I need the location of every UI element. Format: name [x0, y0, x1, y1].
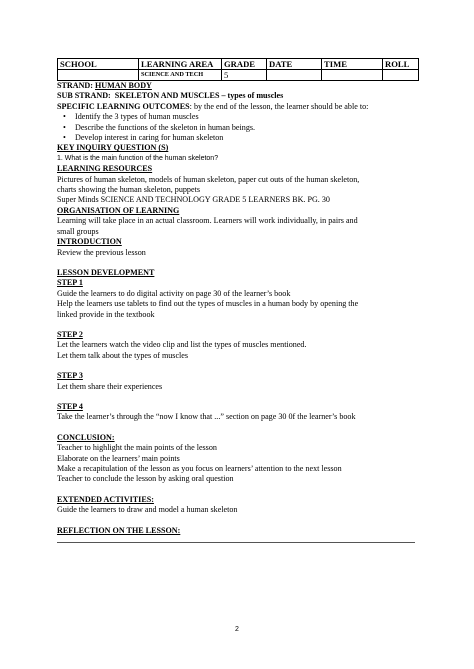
learning-area-header: LEARNING AREA [139, 59, 222, 70]
strand-value: HUMAN BODY [95, 81, 152, 90]
roll-value [383, 70, 419, 81]
step-text: linked provide in the textbook [57, 309, 155, 319]
step-title: STEP 1 [57, 278, 83, 288]
outcome-item: • Describe the functions of the skeleton in human beings. [63, 122, 256, 132]
sub-strand-value: SKELETON AND MUSCLES – types of muscles [114, 91, 284, 101]
sub-strand-label: SUB STRAND: [57, 91, 111, 101]
header-row [58, 59, 419, 70]
organisation-text: small groups [57, 226, 99, 236]
step-title: STEP 3 [57, 371, 83, 381]
outcome-item: • Identify the 3 types of human muscles [63, 112, 199, 122]
learning-area-value: SCIENCE AND TECH [139, 70, 222, 81]
lesson-content [57, 81, 419, 543]
resources-text: Super Minds SCIENCE AND TECHNOLOGY GRADE 5 LEARNERS BK. PG. 30 [57, 195, 330, 205]
conclusion-text: Make a recapitulation of the lesson as you focus on learners’ attention to the next lesson [57, 464, 342, 473]
key-inquiry-question: 1. What is the main function of the human skeleton? [57, 154, 219, 162]
time-value [322, 70, 383, 81]
step-title: STEP 4 [57, 401, 83, 411]
step-text: Let the learners watch the video clip and list the types of muscles mentioned. [57, 340, 307, 350]
organisation-text: Learning will take place in an actual classroom. Learners will work individually, in pairs and [57, 216, 358, 226]
conclusion-heading: CONCLUSION: [57, 432, 115, 442]
header-values-row [58, 70, 419, 81]
introduction-heading: INTRODUCTION [57, 237, 122, 247]
date-header: DATE [267, 59, 322, 70]
school-value [58, 70, 139, 81]
strand-line [57, 81, 419, 91]
step-text: Guide the learners to do digital activity on page 30 of the learner’s book [57, 288, 291, 298]
roll-header: ROLL [383, 59, 419, 70]
resources-text: charts showing the human skeleton, puppets [57, 185, 200, 195]
resources-heading: LEARNING RESOURCES [57, 164, 153, 174]
organisation-heading: ORGANISATION OF LEARNING [57, 205, 180, 215]
conclusion-text: Elaborate on the learners’ main points [57, 453, 180, 463]
outcomes-line [57, 102, 419, 112]
conclusion-text: Teacher to conclude the lesson by asking oral question [57, 474, 234, 484]
extended-activities-heading: EXTENDED ACTIVITIES: [57, 494, 154, 504]
strand-label: STRAND: [57, 81, 93, 90]
outcome-item: • Develop interest in caring for human skeleton [63, 133, 224, 143]
sub-strand-line [57, 91, 419, 101]
time-header: TIME [322, 59, 383, 70]
step-title: STEP 2 [57, 329, 83, 339]
introduction-text: Review the previous lesson [57, 247, 146, 257]
step-text: Let them talk about the types of muscles [57, 350, 189, 360]
step-text: Let them share their experiences [57, 381, 163, 391]
key-inquiry-heading: KEY INQUIRY QUESTION (S) [57, 143, 169, 153]
school-header: SCHOOL [58, 59, 139, 70]
resources-text: Pictures of human skeleton, models of human skeleton, paper cut outs of the human skeleton, [57, 174, 360, 184]
conclusion-text: Teacher to highlight the main points of the lesson [57, 443, 217, 453]
step-text: Take the learner’s through the “now I know that ...” section on page 30 0f the learner’s book [57, 412, 356, 422]
lesson-development-heading: LESSON DEVELOPMENT [57, 267, 155, 277]
grade-value: 5 [222, 70, 267, 81]
lesson-header-table [57, 58, 419, 81]
outcomes-intro: : by the end of the lesson, the learner should be able to: [189, 101, 369, 111]
reflection-heading: REFLECTION ON THE LESSON: [57, 525, 181, 535]
reflection-answer-line [57, 542, 415, 543]
extended-activities-text: Guide the learners to draw and model a human skeleton [57, 505, 238, 515]
date-value [267, 70, 322, 81]
page-number: 2 [235, 626, 239, 633]
outcomes-label: SPECIFIC LEARNING OUTCOMES [57, 101, 190, 111]
step-text: Help the learners use tablets to find out the types of muscles in a human body by opening the [57, 299, 359, 309]
grade-header: GRADE [222, 59, 267, 70]
